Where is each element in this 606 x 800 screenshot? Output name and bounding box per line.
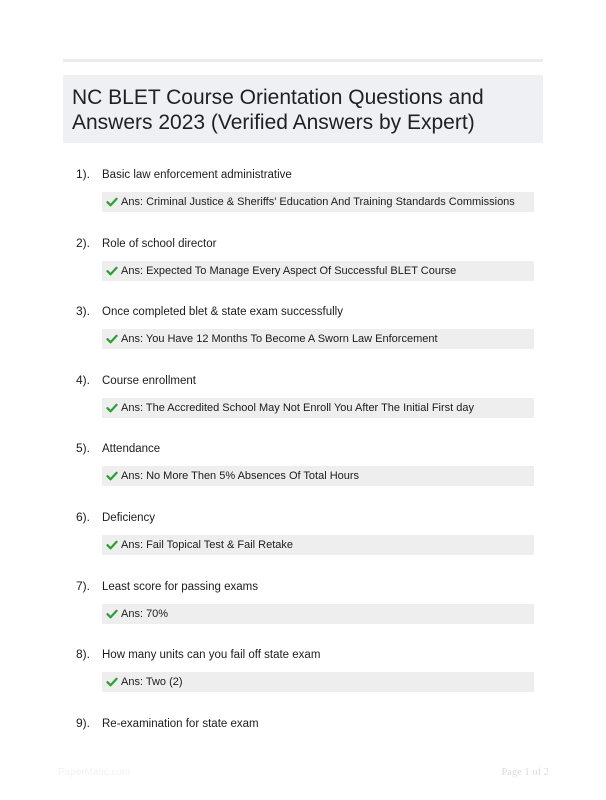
qa-item — [0, 647, 606, 707]
question-text: Attendance — [102, 443, 161, 456]
answer-box — [102, 535, 534, 555]
question-number: 1). — [76, 167, 91, 181]
answer-text: Ans: Expected To Manage Every Aspect Of Successful BLET Course — [121, 264, 457, 277]
answer-text: Ans: Fail Topical Test & Fail Retake — [121, 539, 294, 551]
page-number: Page 1 of 2 — [501, 767, 549, 778]
checkmark-icon — [106, 196, 118, 208]
question-text: Re-examination for state exam — [102, 717, 259, 730]
checkmark-icon — [106, 402, 118, 414]
qa-item — [0, 236, 606, 296]
document-title: NC BLET Course Orientation Questions and Answers 2023 (Verified Answers by Expert) — [72, 86, 484, 134]
qa-item — [0, 510, 606, 570]
question-number: 9). — [76, 715, 91, 730]
answer-box — [102, 604, 534, 624]
answer-text: Ans: No More Then 5% Absences Of Total Hours — [121, 470, 360, 483]
answer-text: Ans: You Have 12 Months To Become A Sworn Law Enforcement — [121, 333, 438, 346]
checkmark-icon — [106, 333, 118, 345]
qa-item — [0, 167, 606, 227]
qa-item — [0, 373, 606, 433]
answer-text: Ans: Two (2) — [121, 676, 183, 689]
checkmark-icon — [106, 676, 118, 688]
answer-box — [102, 261, 534, 281]
answer-box — [102, 398, 534, 418]
qa-item — [0, 304, 606, 364]
title-banner — [63, 75, 543, 143]
question-number: 2). — [76, 235, 91, 250]
answer-box — [102, 466, 534, 486]
question-text: Deficiency — [102, 512, 156, 524]
qa-item — [0, 441, 606, 501]
question-text: Course enrollment — [102, 374, 196, 387]
answer-text: Ans: 70% — [121, 607, 169, 620]
question-number: 5). — [76, 441, 91, 456]
question-number: 4). — [76, 372, 91, 387]
answer-box — [102, 192, 534, 212]
answer-box — [102, 672, 534, 692]
answer-text: Ans: Criminal Justice & Sheriffs' Education And Training Standards Commissions — [121, 196, 515, 208]
question-text: Least score for passing exams — [102, 580, 258, 593]
question-number: 6). — [76, 510, 91, 524]
qa-item — [0, 579, 606, 639]
checkmark-icon — [106, 265, 118, 277]
checkmark-icon — [106, 608, 118, 620]
question-number: 8). — [76, 647, 91, 662]
answer-box — [102, 329, 534, 349]
answer-text: Ans: The Accredited School May Not Enroll You After The Initial First day — [121, 401, 474, 414]
question-number: 7). — [76, 578, 91, 593]
question-number: 3). — [76, 304, 91, 319]
question-text: Basic law enforcement administrative — [102, 169, 292, 181]
question-text: Once completed blet & state exam successfully — [102, 306, 343, 319]
checkmark-icon — [106, 470, 118, 482]
checkmark-icon — [106, 539, 118, 551]
top-divider — [63, 59, 543, 62]
question-text: Role of school director — [102, 237, 217, 250]
footer-watermark: PaperMatic.com — [58, 767, 131, 778]
question-text: How many units can you fail off state exam — [102, 649, 321, 662]
